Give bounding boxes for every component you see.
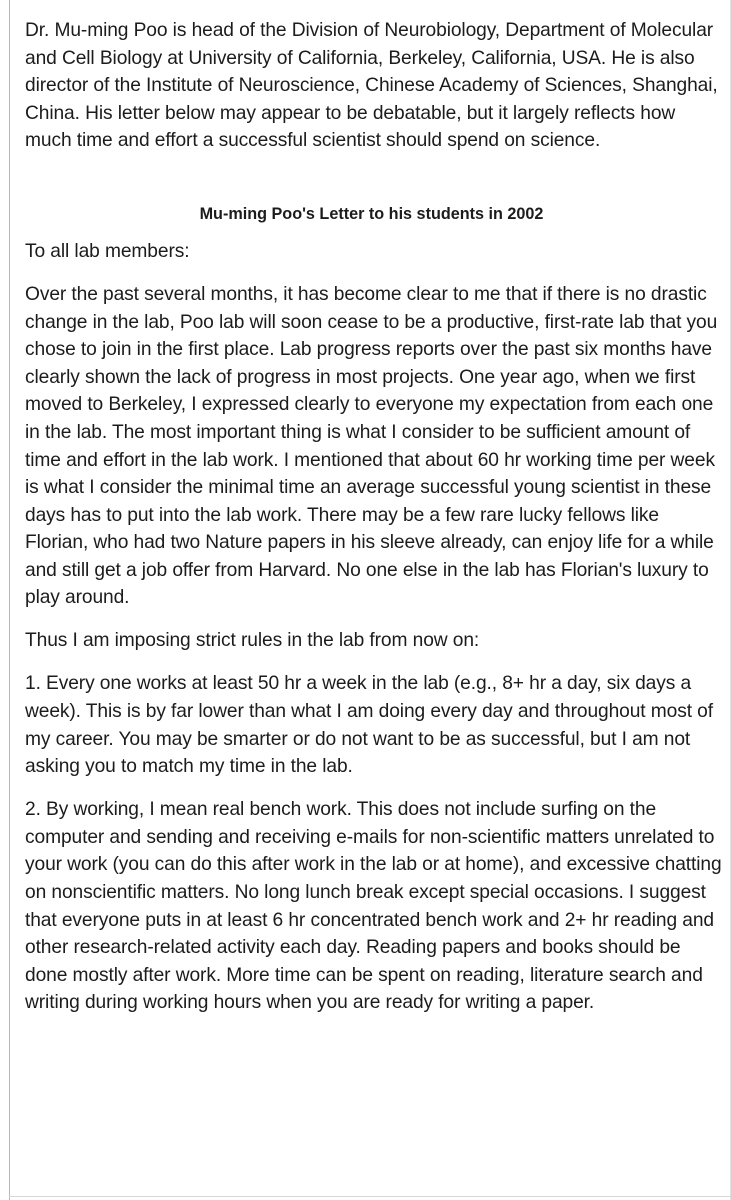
- bottom-border: [9, 1196, 731, 1197]
- document-body: [25, 17, 725, 1032]
- intro-paragraph: Dr. Mu-ming Poo is head of the Division of Neurobiology, Department of Molecular and Cell Biology at University of California, Berkeley, California, USA. He is also director of the Institute of Neuroscience, Chinese Academy of Sciences, Shanghai, China. His letter below may appear to be debatable, but it largely reflects how much time and effort a successful scientist should spend on science.: [25, 20, 718, 152]
- letter-title: Mu-ming Poo's Letter to his students in 2002: [199, 204, 544, 223]
- salutation: To all lab members:: [25, 240, 190, 262]
- rules-intro: Thus I am imposing strict rules in the lab from now on:: [25, 630, 480, 652]
- rule-2: 2. By working, I mean real bench work. This does not include surfing on the computer and sending and receiving e-mails for non-scientific matters unrelated to your work (you can do this after work in the lab or at home), and excessive chatting on nonscientific matters. No long lunch break except special occasions. I suggest that everyone puts in at least 6 hr concentrated bench work and 2+ hr reading and other research-related activity each day. Reading papers and books should be done mostly after work. More time can be spent on reading, literature search and writing during working hours when you are ready for writing a paper.: [25, 799, 722, 1014]
- left-border: [9, 0, 10, 1200]
- letter-paragraph-1: Over the past several months, it has become clear to me that if there is no drastic change in the lab, Poo lab will soon cease to be a productive, first-rate lab that you chose to join in the first place. Lab progress reports over the past six months have clearly shown the lack of progress in most projects. One year ago, when we first moved to Berkeley, I expressed clearly to everyone my expectation from each one in the lab. The most important thing is what I consider to be sufficient amount of time and effort in the lab work. I mentioned that about 60 hr working time per week is what I consider the minimal time an average successful young scientist in these days has to put into the lab work. There may be a few rare lucky fellows like Florian, who had two Nature papers in his sleeve already, can enjoy life for a while and still get a job offer from Harvard. No one else in the lab has Florian's luxury to play around.: [25, 283, 718, 609]
- rule-1: 1. Every one works at least 50 hr a week in the lab (e.g., 8+ hr a day, six days a week). This is by far lower than what I am doing every day and throughout most of my career. You may be smarter or do not want to be as successful, but I am not asking you to match my time in the lab.: [25, 673, 713, 778]
